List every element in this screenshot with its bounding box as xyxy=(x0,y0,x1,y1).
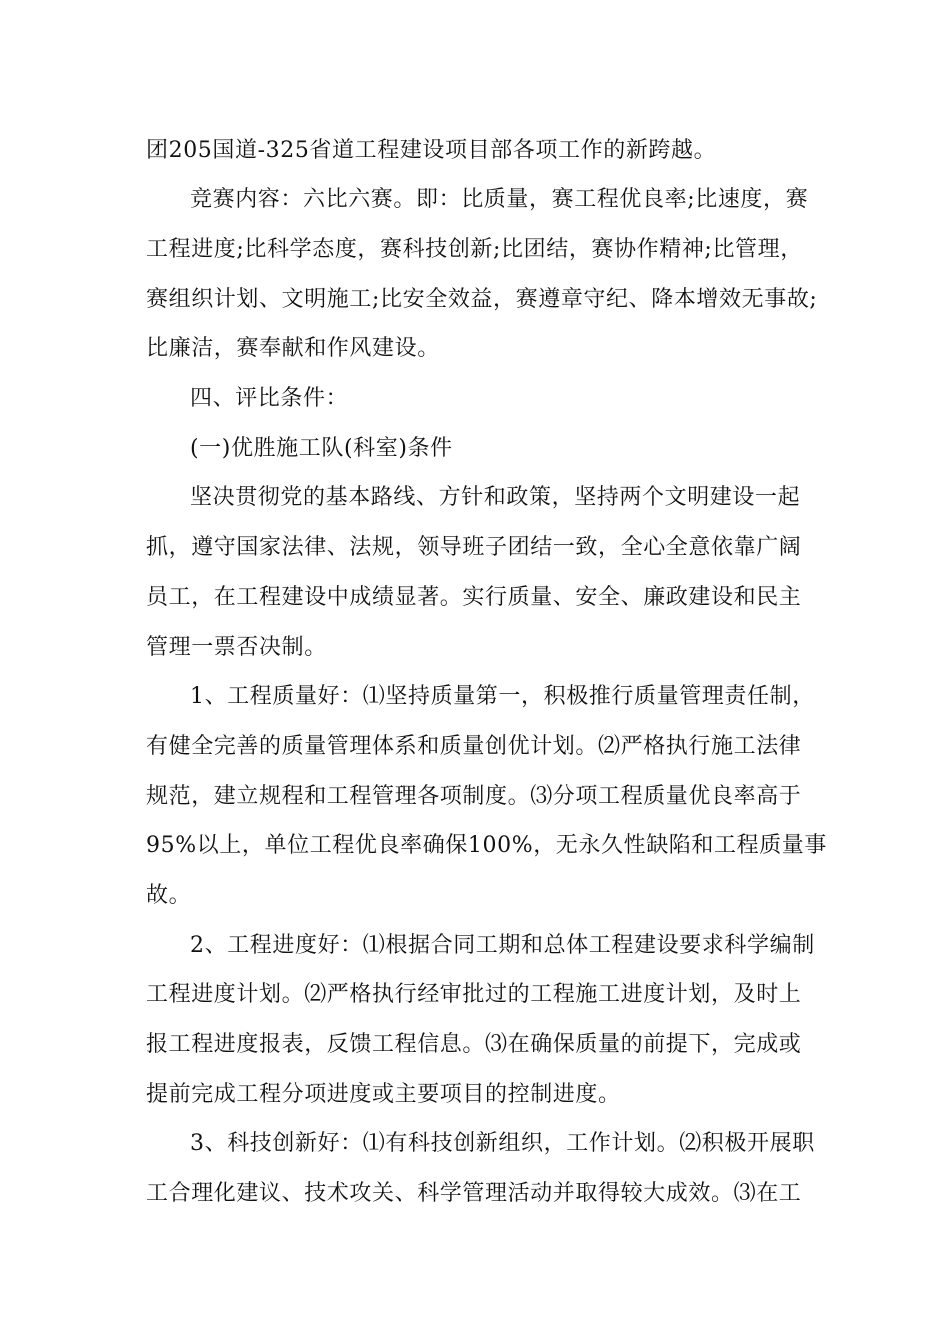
text-line: 2、工程进度好：⑴根据合同工期和总体工程建设要求科学编制 xyxy=(190,933,815,958)
text-line: 1、工程质量好：⑴坚持质量第一，积极推行质量管理责任制， xyxy=(190,684,815,709)
section-heading: 四、评比条件： xyxy=(190,386,349,411)
text-line: 坚决贯彻党的基本路线、方针和政策，坚持两个文明建设一起 xyxy=(190,485,801,510)
text-line: 比廉洁，赛奉献和作风建设。 xyxy=(146,336,440,361)
text-line: 规范，建立规程和工程管理各项制度。⑶分项工程质量优良率高于 xyxy=(146,784,802,809)
text-line: 赛组织计划、文明施工;比安全效益，赛遵章守纪、降本增效无事故; xyxy=(146,287,818,312)
text-line: 团205国道-325省道工程建设项目部各项工作的新跨越。 xyxy=(146,138,717,163)
text-line: 工合理化建议、技术攻关、科学管理活动并取得较大成效。⑶在工 xyxy=(146,1181,802,1206)
text-line: 3、科技创新好：⑴有科技创新组织，工作计划。⑵积极开展职 xyxy=(190,1131,815,1156)
text-line: 竞赛内容：六比六赛。即：比质量，赛工程优良率;比速度，赛 xyxy=(190,187,809,212)
text-line: 员工，在工程建设中成绩显著。实行质量、安全、廉政建设和民主 xyxy=(146,585,802,610)
text-line: 提前完成工程分项进度或主要项目的控制进度。 xyxy=(146,1082,621,1107)
text-line: 故。 xyxy=(146,883,192,908)
text-line: 工程进度;比科学态度，赛科技创新;比团结，赛协作精神;比管理， xyxy=(146,237,803,262)
text-line: 95%以上，单位工程优良率确保100%，无永久性缺陷和工程质量事 xyxy=(146,833,827,858)
text-line: 有健全完善的质量管理体系和质量创优计划。⑵严格执行施工法律 xyxy=(146,734,802,759)
text-line: 抓，遵守国家法律、法规，领导班子团结一致，全心全意依靠广阔 xyxy=(146,535,802,560)
text-line: 工程进度计划。⑵严格执行经审批过的工程施工进度计划，及时上 xyxy=(146,982,802,1007)
text-line: 报工程进度报表，反馈工程信息。⑶在确保质量的前提下，完成或 xyxy=(146,1032,802,1057)
subsection-heading: (一)优胜施工队(科室)条件 xyxy=(190,436,453,461)
text-line: 管理一票否决制。 xyxy=(146,635,327,660)
